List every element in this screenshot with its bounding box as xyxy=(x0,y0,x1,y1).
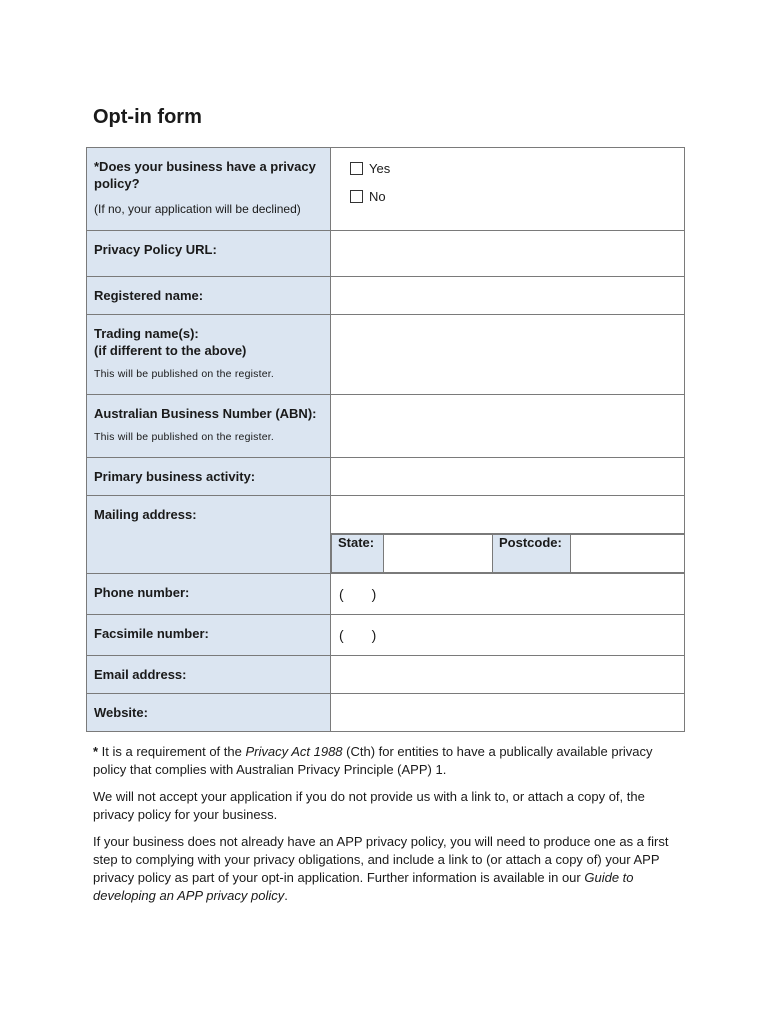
state-label: State: xyxy=(332,535,384,573)
primary-activity-field[interactable] xyxy=(331,458,685,496)
registered-name-row xyxy=(87,277,685,315)
phone-label: Phone number: xyxy=(94,585,190,600)
registered-name-field[interactable] xyxy=(331,277,685,315)
privacy-url-field[interactable] xyxy=(331,231,685,277)
privacy-policy-note: (If no, your application will be declined) xyxy=(94,202,301,216)
abn-label: Australian Business Number (ABN): xyxy=(94,406,317,421)
email-row xyxy=(87,656,685,694)
privacy-policy-row xyxy=(87,148,685,231)
yes-label: Yes xyxy=(369,161,391,176)
mailing-address-row xyxy=(87,496,685,534)
page-title: Opt-in form xyxy=(93,106,202,128)
phone-area-code xyxy=(331,586,376,602)
abn-field[interactable] xyxy=(331,395,685,458)
guide-title: Guide to developing an APP privacy policy xyxy=(93,870,634,903)
opt-in-form-table xyxy=(86,147,685,732)
fax-field[interactable] xyxy=(331,615,685,656)
email-field[interactable] xyxy=(331,656,685,694)
privacy-act-title: Privacy Act 1988 xyxy=(245,744,343,759)
privacy-url-label: Privacy Policy URL: xyxy=(94,242,217,257)
primary-activity-label: Primary business activity: xyxy=(94,469,256,484)
note-asterisk: * xyxy=(93,744,99,759)
fax-label: Facsimile number: xyxy=(94,626,209,641)
no-label: No xyxy=(369,189,386,204)
note-acceptance: We will not accept your application if you do not provide us with a link to, or attach a copy of, the privacy policy for your business. xyxy=(93,789,645,822)
primary-activity-label-cell xyxy=(87,458,331,496)
no-checkbox[interactable] xyxy=(350,190,363,203)
website-label: Website: xyxy=(94,705,148,720)
primary-activity-row xyxy=(87,458,685,496)
phone-close-paren: ) xyxy=(371,586,377,602)
website-row xyxy=(87,694,685,732)
note-guide: If your business does not already have an APP privacy policy, you will need to produce one as a first step to complying with your privacy obligations, and include a link to (or attach a copy of) your APP privacy policy as part of your opt-in application. Further information is available in our Guide to developing an APP privacy policy. xyxy=(93,834,669,903)
option-yes[interactable] xyxy=(350,161,684,176)
email-label: Email address: xyxy=(94,667,187,682)
trading-name-row xyxy=(87,315,685,395)
footnotes xyxy=(93,743,673,914)
trading-name-sublabel: (if different to the above) xyxy=(94,343,247,358)
privacy-url-label-cell xyxy=(87,231,331,277)
phone-label-cell xyxy=(87,574,331,615)
fax-area-code xyxy=(331,627,376,643)
phone-open-paren: ( xyxy=(339,586,344,602)
website-label-cell xyxy=(87,694,331,732)
postcode-label: Postcode: xyxy=(493,535,571,573)
mailing-address-field[interactable] xyxy=(331,496,685,534)
yes-checkbox[interactable] xyxy=(350,162,363,175)
email-label-cell xyxy=(87,656,331,694)
postcode-field[interactable] xyxy=(571,535,685,573)
fax-label-cell xyxy=(87,615,331,656)
website-field[interactable] xyxy=(331,694,685,732)
fax-open-paren: ( xyxy=(339,627,344,643)
privacy-policy-options-cell xyxy=(331,148,685,231)
abn-row xyxy=(87,395,685,458)
mailing-address-label-cell xyxy=(87,496,331,574)
fax-row xyxy=(87,615,685,656)
phone-field[interactable] xyxy=(331,574,685,615)
mailing-address-label: Mailing address: xyxy=(94,507,197,522)
registered-name-label: Registered name: xyxy=(94,288,204,303)
trading-name-note: This will be published on the register. xyxy=(94,368,274,380)
privacy-policy-question: *Does your business have a privacy policy? xyxy=(94,159,316,191)
note-requirement: * It is a requirement of the Privacy Act 1988 (Cth) for entities to have a publically available privacy policy that complies with Australian Privacy Principle (APP) 1. xyxy=(93,744,653,777)
state-postcode-cell xyxy=(331,534,685,574)
trading-name-field[interactable] xyxy=(331,315,685,395)
fax-close-paren: ) xyxy=(371,627,377,643)
state-postcode-table xyxy=(331,534,684,573)
privacy-url-row xyxy=(87,231,685,277)
trading-name-label-cell xyxy=(87,315,331,395)
abn-label-cell xyxy=(87,395,331,458)
option-no[interactable] xyxy=(350,189,684,204)
state-field[interactable] xyxy=(384,535,493,573)
privacy-policy-label-cell xyxy=(87,148,331,231)
phone-row xyxy=(87,574,685,615)
trading-name-label: Trading name(s): xyxy=(94,326,199,341)
abn-note: This will be published on the register. xyxy=(94,431,274,443)
registered-name-label-cell xyxy=(87,277,331,315)
